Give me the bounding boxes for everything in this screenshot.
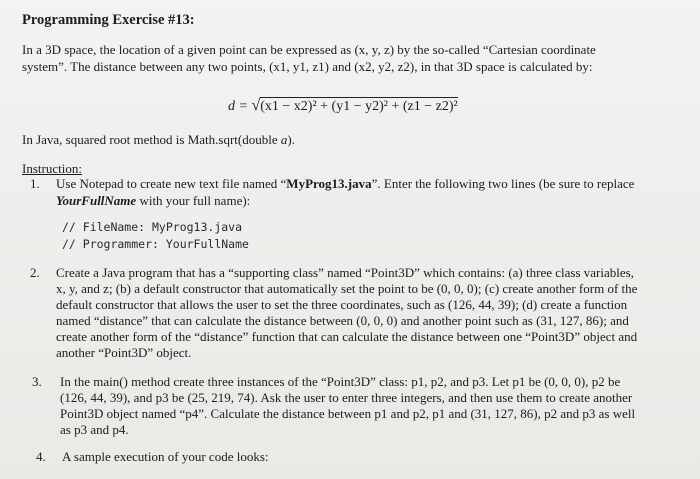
item-2-line-5: create another form of the “distance” function that can calculate the distance between one “Point3D” object and (56, 329, 638, 344)
code-line-programmer: // Programmer: YourFullName (62, 237, 249, 251)
item-3-line-3: Point3D object named “p4”. Calculate the distance between p1 and p2, p1 and (31, 127, 86), p2 and p3 as well (60, 406, 636, 421)
item-3-line-4: as p3 and p4. (60, 422, 129, 437)
item-2-line-4: named “distance” that can calculate the distance between (0, 0, 0) and another point such as (31, 127, 86); and (56, 313, 629, 328)
item-2-line-3: default constructor that allows the user to set the three coordinates, such as (126, 44, 39); (d) create a function (56, 297, 628, 312)
intro-line-2: system”. The distance between any two points, (x1, y1, z1) and (x2, y2, z2), in that 3D space is calculated by: (22, 59, 593, 74)
item-1-line-2: YourFullName with your full name): (56, 193, 251, 208)
instruction-heading: Instruction: (22, 161, 82, 176)
item-3-line-2: (126, 44, 39), and p3 be (25, 219, 74). Ask the user to enter three integers, and then use them to create another (60, 390, 633, 405)
item-3-number: 3. (32, 374, 42, 389)
item-2-line-2: x, y, and z; (b) a default constructor that automatically set the point to be (0, 0, 0); (c) create another form of the (56, 281, 638, 296)
code-line-filename: // FileName: MyProg13.java (62, 220, 243, 234)
item-4-line-1: A sample execution of your code looks: (62, 449, 269, 464)
java-sqrt-note: In Java, squared root method is Math.sqrt(double a). (22, 132, 295, 147)
item-2-number: 2. (30, 265, 40, 280)
item-1-line-1: Use Notepad to create new text file named “MyProg13.java”. Enter the following two lines (be sure to replace (56, 176, 635, 191)
formula-radicand: (x1 − x2)² + (y1 − y2)² + (z1 − z2)² (260, 99, 458, 114)
exercise-title: Programming Exercise #13: (22, 12, 195, 28)
square-root-symbol: √ (251, 97, 261, 114)
item-2-line-6: another “Point3D” object. (56, 345, 192, 360)
distance-formula (228, 97, 458, 115)
item-1-number: 1. (30, 176, 40, 191)
item-4-number: 4. (36, 449, 46, 464)
item-3-line-1: In the main() method create three instances of the “Point3D” class: p1, p2, and p3. Let p1 be (0, 0, 0), p2 be (60, 374, 621, 389)
formula-lhs: d = (228, 99, 248, 114)
intro-line-1: In a 3D space, the location of a given point can be expressed as (x, y, z) by the so-called “Cartesian coordinate (22, 42, 596, 57)
item-2-line-1: Create a Java program that has a “supporting class” named “Point3D” which contains: (a) three class variables, (56, 265, 634, 280)
